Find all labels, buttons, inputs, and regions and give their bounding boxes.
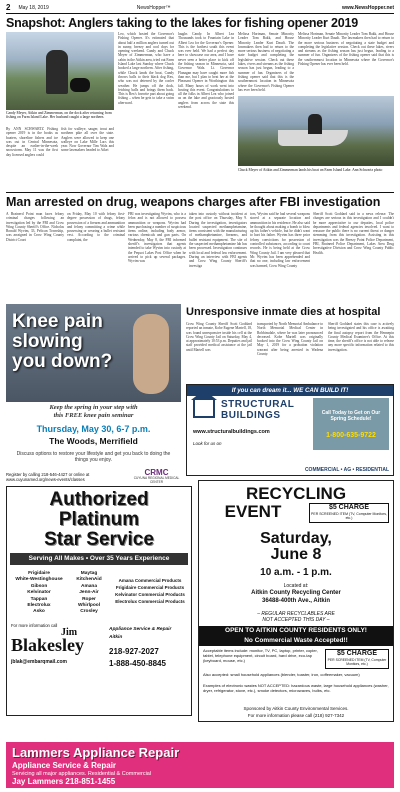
structural-logo-icon [193,400,215,418]
banner-1: OPEN TO AITKIN COUNTY RESIDENTS ONLY! [225,627,367,634]
box-charge: $5 CHARGE [336,650,378,657]
brand-item: White-Westinghouse [15,577,63,583]
story1-col2: fish for walleye, sauger, trout and northern pike all over the state. Anglers were allowed to keep one walleye on Lake Mille Lacs this year. Now Governor Tim Walz and some lawmakers headed to Aikei [61,127,114,153]
brand-item: Maytag [80,571,98,576]
person-figure [46,50,68,94]
dog-figure [70,78,90,92]
structural-look: Look for us on [193,441,222,446]
brand-item: Electrolux Commercial Products [115,599,185,604]
crmc-logo [132,468,181,484]
brand-item: Kelvinator [27,590,51,596]
headline-man-arrested: Man arrested on drug, weapons charges after FBI investigation [6,195,381,209]
structural-name-1: STRUCTURAL [221,399,295,410]
story2-col6: Sheriff Scott Goddard said in a news release. The charges are serious in this investigation and I couldn't be more appreciative to our deputies, local police departments and federal agencies involved. I want to reassure the public there is no current threat or danger stemming from this investigation. Assisting in this investigation was the Breezy Point Police Department, FBI, Brainerd Police Department, Lakes Area Drug Investigative Division and Crow Wing County Public Health. [313,212,394,255]
story3-col1: Crow Wing County Sheriff Scott Goddard reported an inmate, Kobe Eugene Martell, 18, was found unresponsive inside his cell at the Crow Wing County Jail on Saturday, May 4, at approximately 10:53 p.m. Deputies and jail staff provided medical assistance at the jail until Martell was [186,322,252,352]
story1-col4: laughs Candy. In Albert Lea Thousands took to Fountain Lake in Albert Lea for the Governor's Opener. This is the furthest south this event was ever held. We had a perfect day here to showcase our area, and I have never seen a better place to kick off the fishing season in Minnesota, said Governor Walz. Lt. Governor Flanagan may have caught more fish than me, but I plan to beat her at the Pheasant Opener in Worthington this fall. Many hours of work went into hosting this event. Congratulations to all the folks in Albert Lea who joined us on the lake and graciously hosted anglers from across the state this weekend. [178,32,234,110]
story1-col3: Leo, which hosted the Governor's Fishing Opener. It's estimated that about half a million anglers turned out in sunny, breezy and cool days for opening weekend. Candy and Chuck Meyer of Zimmerman, who have a cabin in the Aitkin area, tried out Farm Island Lake last Sunday where Chuck hooked a large northern. After fishing, while Chuck lands the boat, Candy throws balls to their black dog Rex, who was not deterred by the cooler weather. He jumps off the dock, fetching balls and brings them back. This is Rex's favorite part about going fishing – when he gets to take a swim afterward. [118,32,174,105]
photo-chuck-meyer-boat [238,96,394,166]
headline-inmate: Unresponsive inmate dies at hospital [186,306,381,318]
knee-title-line3: you down? [12,351,113,372]
recycling-accept-2: Also accepted: small household appliances (blender, toaster, iron, coffeemaker, vacuum) [203,672,360,677]
caption-left: Candy Meyer, Aitkin and Zimmerman, on the dock after returning from fishing on Farm Island Lake. Her husband caught a large northern. [6,111,112,120]
structural-building-photo [313,398,389,450]
brand-item: Kelvinator Commercial Products [115,592,185,597]
brand-item: Roper [82,596,96,602]
recycling-note-1: – REGULAR RECYCLABLES ARE [257,611,335,617]
recycling-event-ad [198,480,394,722]
recycling-sponsor-2: For more information please call (218) 927-7342 [247,713,345,718]
structural-call: Call Today to Get on Our Spring Schedule! [321,410,381,422]
lammers-sub: Appliance Service & Repair [12,761,117,770]
charge-top: $5 CHARGE [328,504,370,511]
brand-item: Jenn-Air [79,590,99,596]
brand-item: Frigidaire [28,571,50,576]
crmc-logo-sub: CUYUNA REGIONAL MEDICAL CENTER [133,476,180,484]
folio-rule [6,13,394,14]
story1-col5: Melissa Hortman, Senate Minority Leader Tom Bakk, and House Minority Leader Kurt Daudt. The lawmakers then had to return to the more serious business of negotiating a state budget and completing the legislative session. Check out these lakes, rivers and streams as the fishing season has just begun, leading to a summer of fun. Organizers of the fishing opener said that this is the southernmost location in Minnesota where the Governor's Fishing Opener has ever been held. [238,32,294,92]
story2-col3: FBI was investigating Wyvim, who is a felon and is not allowed to possess ammunition or weapons. Wyvim had been purchasing a number of suspicious items online, including body armor, various chemicals and gun parts. On Wednesday, May 8, the FBI informed sheriff's investigators that agents intended to take Wyvim into custody at the Pequot Lakes Post Office when he arrived to pick up several packages. Wyvim was [128,212,186,264]
recycling-banner [199,626,393,646]
brand-item: Amana [81,583,97,589]
person-figure [308,114,322,134]
blakesley-more-info: For more information call [11,623,58,628]
brand-item: Amana Commercial Products [118,578,182,583]
knee-register[interactable]: Register by calling 218-546-4427 or online at www.cuyunamed.org/news-events/classes [6,472,90,482]
page-number: 2 [6,3,11,12]
brands-list-2 [67,571,111,616]
charge-sub: PER SCREENED ITEM (TV, Computer Monitors, etc.) [311,512,387,520]
story1-col1: By ANN SCHWARTZ Fishing opener 2019 is in the books as boaters, shoreline fishers and ice was out in Central Minnesota, despite an earlier-in-the-week snowstorm. May 11 was the first day licensed anglers could [6,127,58,157]
knee-venue: The Woods, Merrifield [49,436,138,446]
banner-2: No Commercial Waste Accepted!! [244,637,348,644]
brand-item: Crosley [80,609,98,615]
recycling-title-1: RECYCLING [245,484,347,503]
knee-title-line2: slowing [12,331,83,352]
recycling-day: Saturday, [260,530,332,547]
blakesley-band: Serving All Makes • Over 35 Years Experience [10,553,188,565]
crmc-logo-name: CRMC [144,468,169,477]
recycling-date: June 8 [270,546,322,563]
structural-url[interactable]: www.structuralbuildings.com [193,429,270,435]
structural-segments: COMMERCIAL • AG • RESIDENTIAL [304,467,389,473]
brand-item: KitchenAid [76,577,102,583]
knee-title-line1: Knee pain [12,311,103,332]
recycling-located: Located at: [283,583,309,589]
knee-tagline-1: Keep the spring in your step with [49,404,138,411]
paper-name: NewsHopper™ [136,4,171,11]
recycling-place: Aitkin County Recycling Center [251,590,341,596]
headline-snapshot: Snapshot: Anglers taking to the lakes for fishing opener 2019 [6,16,358,30]
story1-col6: Melissa Hortman, Senate Minority Leader Tom Bakk, and House Minority Leader Kurt Daudt. The lawmakers then had to return to the more serious business of negotiating a state budget and completing the legislative session. Check out these lakes, rivers and streams as the fishing season has just begun, leading to a summer of fun. Organizers of the fishing opener said that this is the southernmost location in Minnesota where the Governor's Fishing Opener has ever been held. [298,32,394,67]
recycling-address: 36488-400th Ave., Aitkin [261,598,331,604]
story3-col2: transported by North Memorial Ambulance to North Memorial Medical Center in Robbinsdale, where he was later pronounced deceased. Kobe Martell was originally booked into the Crow Wing County Jail on May 1, 2019 for a probation violation warrant after being arrested in Wadena County. [257,322,323,357]
recycling-sponsor-1: Sponsored by Aitkin County Environmental Services. [243,706,349,711]
knee-desc: Discuss options to restore your lifestyle and get you back to doing the things you enjoy. [16,451,171,464]
brands-list-1 [11,571,67,616]
issue-date: May 18, 2019 [18,4,49,11]
knee-pain-ad-image [6,304,181,402]
blakesley-service: Appliance Service & Repair [109,627,172,632]
blakesley-email[interactable]: jblak@embarqmail.com [11,659,68,665]
knee-date: Thursday, May 30, 6-7 p.m. [36,424,151,434]
story2-col2: on Friday, May 10 with felony first-degree possession of drugs, felony possession of a firearm and ammunition and felony committing a crime while possessing or wearing a bullet resistant vest. According to the criminal complaint, the [67,212,125,242]
caption-right: Chuck Meyer of Aitkin and Zimmerman lands his boat on Farm Island Lake. Ann Schwartz photo [238,168,383,172]
recycling-charge-box-bottom [325,649,389,669]
blakesley-phone-1[interactable]: 218-927-2027 [109,647,159,656]
site-url[interactable]: www.NewsHopper.net [341,4,394,11]
lammers-ad [6,742,394,788]
story2-col4: taken into custody without incident at the post office on Thursday, May 9. During the investigation, investigators located suspected methamphetamine, items consistent with the manufacturing of methamphetamine, firearms, and bullet resistant equipment. The site of the suspected methamphetamine lab has been processed. Investigation continues with local and federal law enforcement. During an interview with FBI agents and Crow Wing County Sheriff's investiga [189,212,247,268]
photo-candy-meyer [6,32,114,110]
blakesley-name-1: Jim [61,627,78,638]
brand-item: Frigidaire Commercial Products [115,585,185,590]
blakesley-ad [6,486,192,716]
box-sub: PER SCREENED ITEM (TV, Computer Monitors, etc.) [327,658,387,666]
recycling-charge-box-top [309,503,389,523]
brands-list-3 [111,577,189,605]
lammers-contact[interactable]: Jay Lammers 218-851-1455 [12,777,116,786]
leg-figure [133,314,169,394]
recycling-time: 10 a.m. - 1 p.m. [260,567,332,578]
recycling-title-2: EVENT [224,502,282,521]
recycling-accept-3: Examples of electronic wastes NOT ACCEPTED: hazardous waste, large household appliances (washer, dryer, refrigerator, stove, etc.), smoke detectors, microwaves, bulbs, etc. [203,683,389,693]
structural-name-2: BUILDINGS [221,410,281,421]
blakesley-city: Aitkin [109,635,123,640]
blakesley-head [10,490,188,550]
knee-tagline-2: this FREE knee pain seminar [53,412,134,419]
blakesley-head-1: Authorized [49,489,149,510]
structural-buildings-ad [186,384,394,476]
brand-item: Electrolux [27,603,51,609]
page-folio [6,3,394,12]
brand-item: Whirlpool [77,603,101,609]
story2-col5: tors, Wyvim said he had several weapons stored at a separate location and ammunition in his residence. He also said he thought about making a bomb to blow up his father's vehicle, but he didn't want to hurt his father. Wyvim has three prior felony convictions for possession of controlled substances, according to court records. He is being held at the Crow Wing County Jail. I am very pleased that Mr. Wyvim has been apprehended and that no one, including law enforcement was harmed, Crow Wing County [250,212,310,268]
lammers-line: Servicing all major appliances. Residential & Commercial [12,771,152,777]
brand-item: Gibson [30,583,48,589]
recycling-note-2: NOT ACCEPTED THIS DAY – [262,617,330,623]
blakesley-phone-2[interactable]: 1-888-450-8845 [109,659,166,668]
structural-top: If you can dream it... WE CAN BUILD IT! [187,385,393,396]
story3-col3: Sheriff Goddard states this case is actively being investigated and his office is awaiting the final autopsy report from the Hennepin County Medical Examiner's Office. At this time, the sheriff's office is not able to release any more specific information related to this investigation. [328,322,394,352]
structural-phone[interactable]: 1-800-635-9722 [326,432,376,439]
brand-item: Asko [33,609,45,615]
knee-tagline [6,404,181,420]
story2-col1: A Brainerd Point man faces felony criminal charges following an investigation led by the FBI and Crow Wing County Sheriff's Office. Nicholas Ronald Wyvim, 33, Pelican Township, was arraigned in Crow Wing County District Court [6,212,64,242]
recycling-accept-1: Acceptable items include: monitor, TV, PC, laptop, printer, copier, tablet, telephone equipment, circuit board, hard drive, eco-tap (keyboard, mouse, etc.) [203,648,318,663]
blakesley-head-2: Platinum [58,509,140,530]
blakesley-name-2: Blakesley [11,635,85,655]
blakesley-head-3: Star Service [44,529,154,550]
story-rule-1 [6,192,394,193]
brand-item: Tappan [30,596,48,602]
lammers-title: Lammers Appliance Repair [12,745,180,760]
